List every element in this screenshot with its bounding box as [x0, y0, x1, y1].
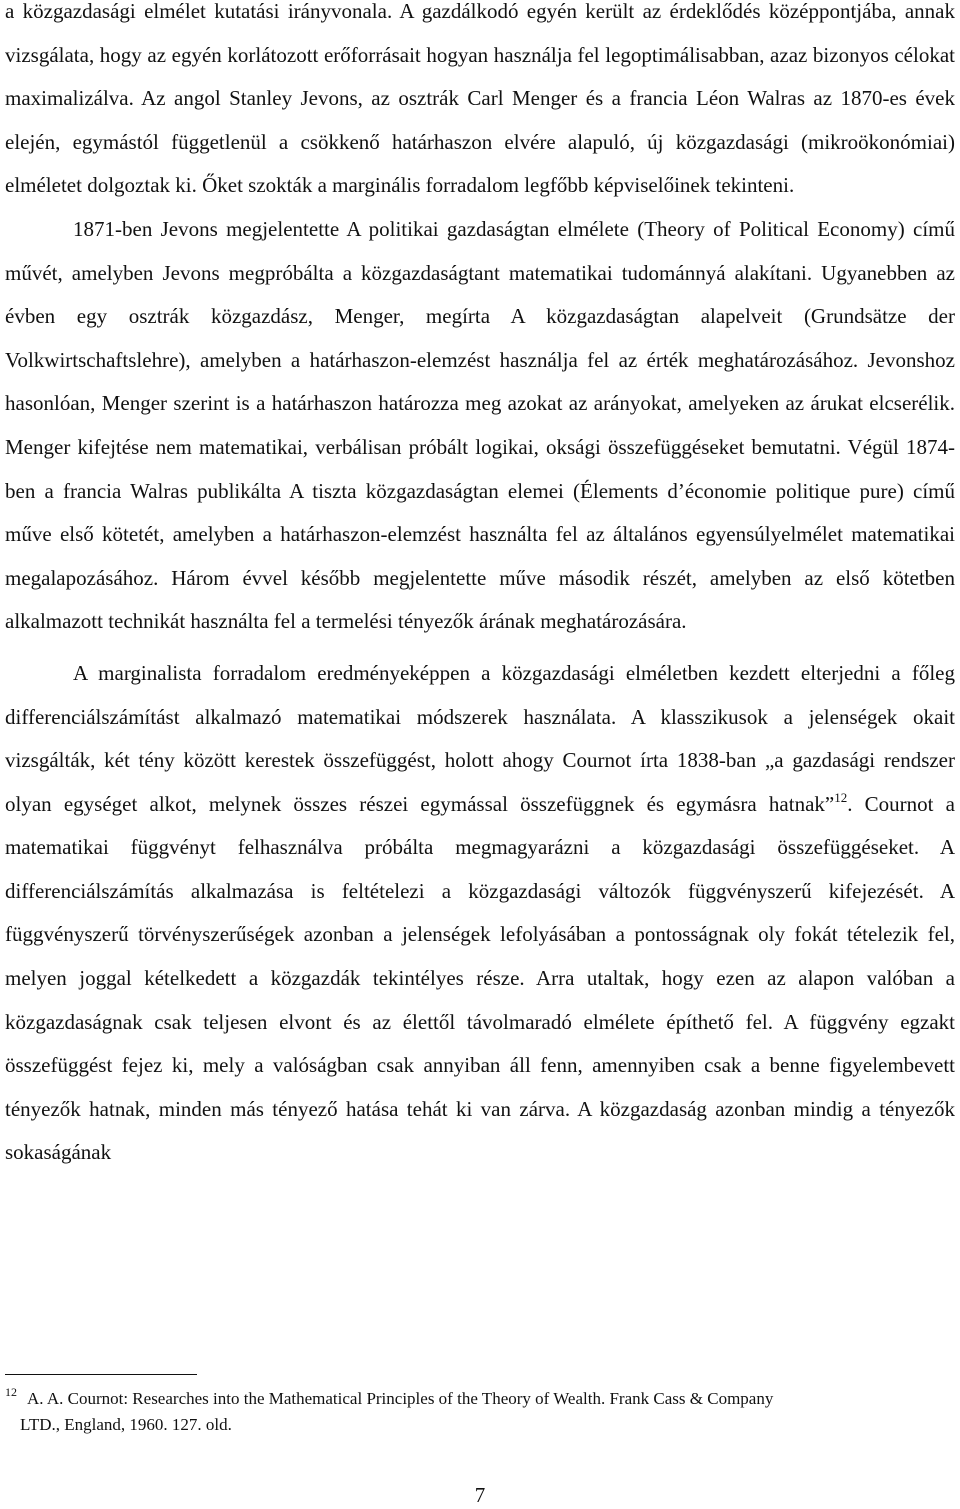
document-body	[5, 0, 955, 1175]
footnote-line-1: A. A. Cournot: Researches into the Mathematical Principles of the Theory of Wealth. Frank Cass & Company	[27, 1389, 774, 1408]
footnote-reference[interactable]: 12	[834, 789, 848, 805]
footnote-mark: 12	[5, 1385, 17, 1399]
paragraph-text-after-footnote: . Cournot a matematikai függvényt felhasználva próbálta megmagyarázni a közgazdasági összefüggéseket. A differenciálszámítás alkalmazása is feltételezi a közgazdasági változók függvényszerű kifejezését. A függvényszerű törvényszerűségek azonban a jelenségek lefolyásában a pontosságnak oly fokát tételezik fel, melyen joggal kételkedett a közgazdák tekintélyes része. Arra utaltak, hogy ezen az alapon valóban a közgazdaságnak csak teljesen elvont és az élettől távolmaradó elmélete építhető fel. A függvény egzakt összefüggést fejez ki, mely a valóságban csak annyiban áll fenn, amennyiben csak a benne figyelembevett tényezők hatnak, minden más tényező hatása tehát ki van zárva. A közgazdaság azonban mindig a tényezők sokaságának	[5, 791, 956, 1165]
paragraph-spacer	[5, 644, 955, 652]
page-number: 7	[474, 1483, 486, 1507]
footnote	[5, 1386, 950, 1438]
paragraph-text-before-footnote: A marginalista forradalom eredményeképpen a közgazdasági elméletben kezdett elterjedni a főleg differenciálszámítást alkalmazó matematikai módszerek használata. A klasszikusok a jelenségek okait vizsgálták, két tény között kerestek összefüggést, holott ahogy Cournot írta 1838-ban „a gazdasági rendszer olyan egységet alkot, melynek összes részei egymással összefüggnek és egymásra hatnak”	[5, 660, 955, 816]
paragraph-jevons-menger-walras: 1871-ben Jevons megjelentette A politikai gazdaságtan elmélete (Theory of Political Economy) című művét, amelyben Jevons megpróbálta a közgazdaságtant matematikai tudománnyá alakítani. Ugyanebben az évben egy osztrák közgazdász, Menger, megírta A közgazdaságtan alapelveit (Grundsätze der Volkwirtschaftslehre), amelyben a határhaszon-elemzést használja fel az érték meghatározásához. Jevonshoz hasonlóan, Menger szerint is a határhaszon határozza meg azokat az arányokat, amelyeken az árukat elcserélik. Menger kifejtése nem matematikai, verbálisan próbált logikai, oksági összefüggéseket bemutatni. Végül 1874-ben a francia Walras publikálta A tiszta közgazdaságtan elemei (Élements d’économie politique pure) című műve első kötetét, amelyben a határhaszon-elemzést használta fel az általános egyensúlyelmélet matematikai megalapozásához. Három évvel később megjelentette műve második részét, amelyben az első kötetben alkalmazott technikát használta fel a termelési tényezők árának meghatározására.	[5, 216, 955, 634]
paragraph-mathematical-methods	[5, 652, 955, 1175]
footnote-line-2: LTD., England, 1960. 127. old.	[20, 1415, 232, 1434]
paragraph-marginal-revolution-intro: a közgazdasági elmélet kutatási irányvonala. A gazdálkodó egyén került az érdeklődés középpontjába, annak vizsgálata, hogy az egyén korlátozott erőforrásait hogyan használja fel legoptimálisabban, azaz bizonyos célokat maximalizálva. Az angol Stanley Jevons, az osztrák Carl Menger és a francia Léon Walras az 1870-es évek elején, egymástól függetlenül a csökkenő határhaszon elvére alapuló, új közgazdasági (mikroökonómiai) elméletet dolgoztak ki. Őket szokták a marginális forradalom legfőbb képviselőinek tekinteni.	[5, 0, 955, 198]
footnote-separator	[5, 1374, 197, 1375]
